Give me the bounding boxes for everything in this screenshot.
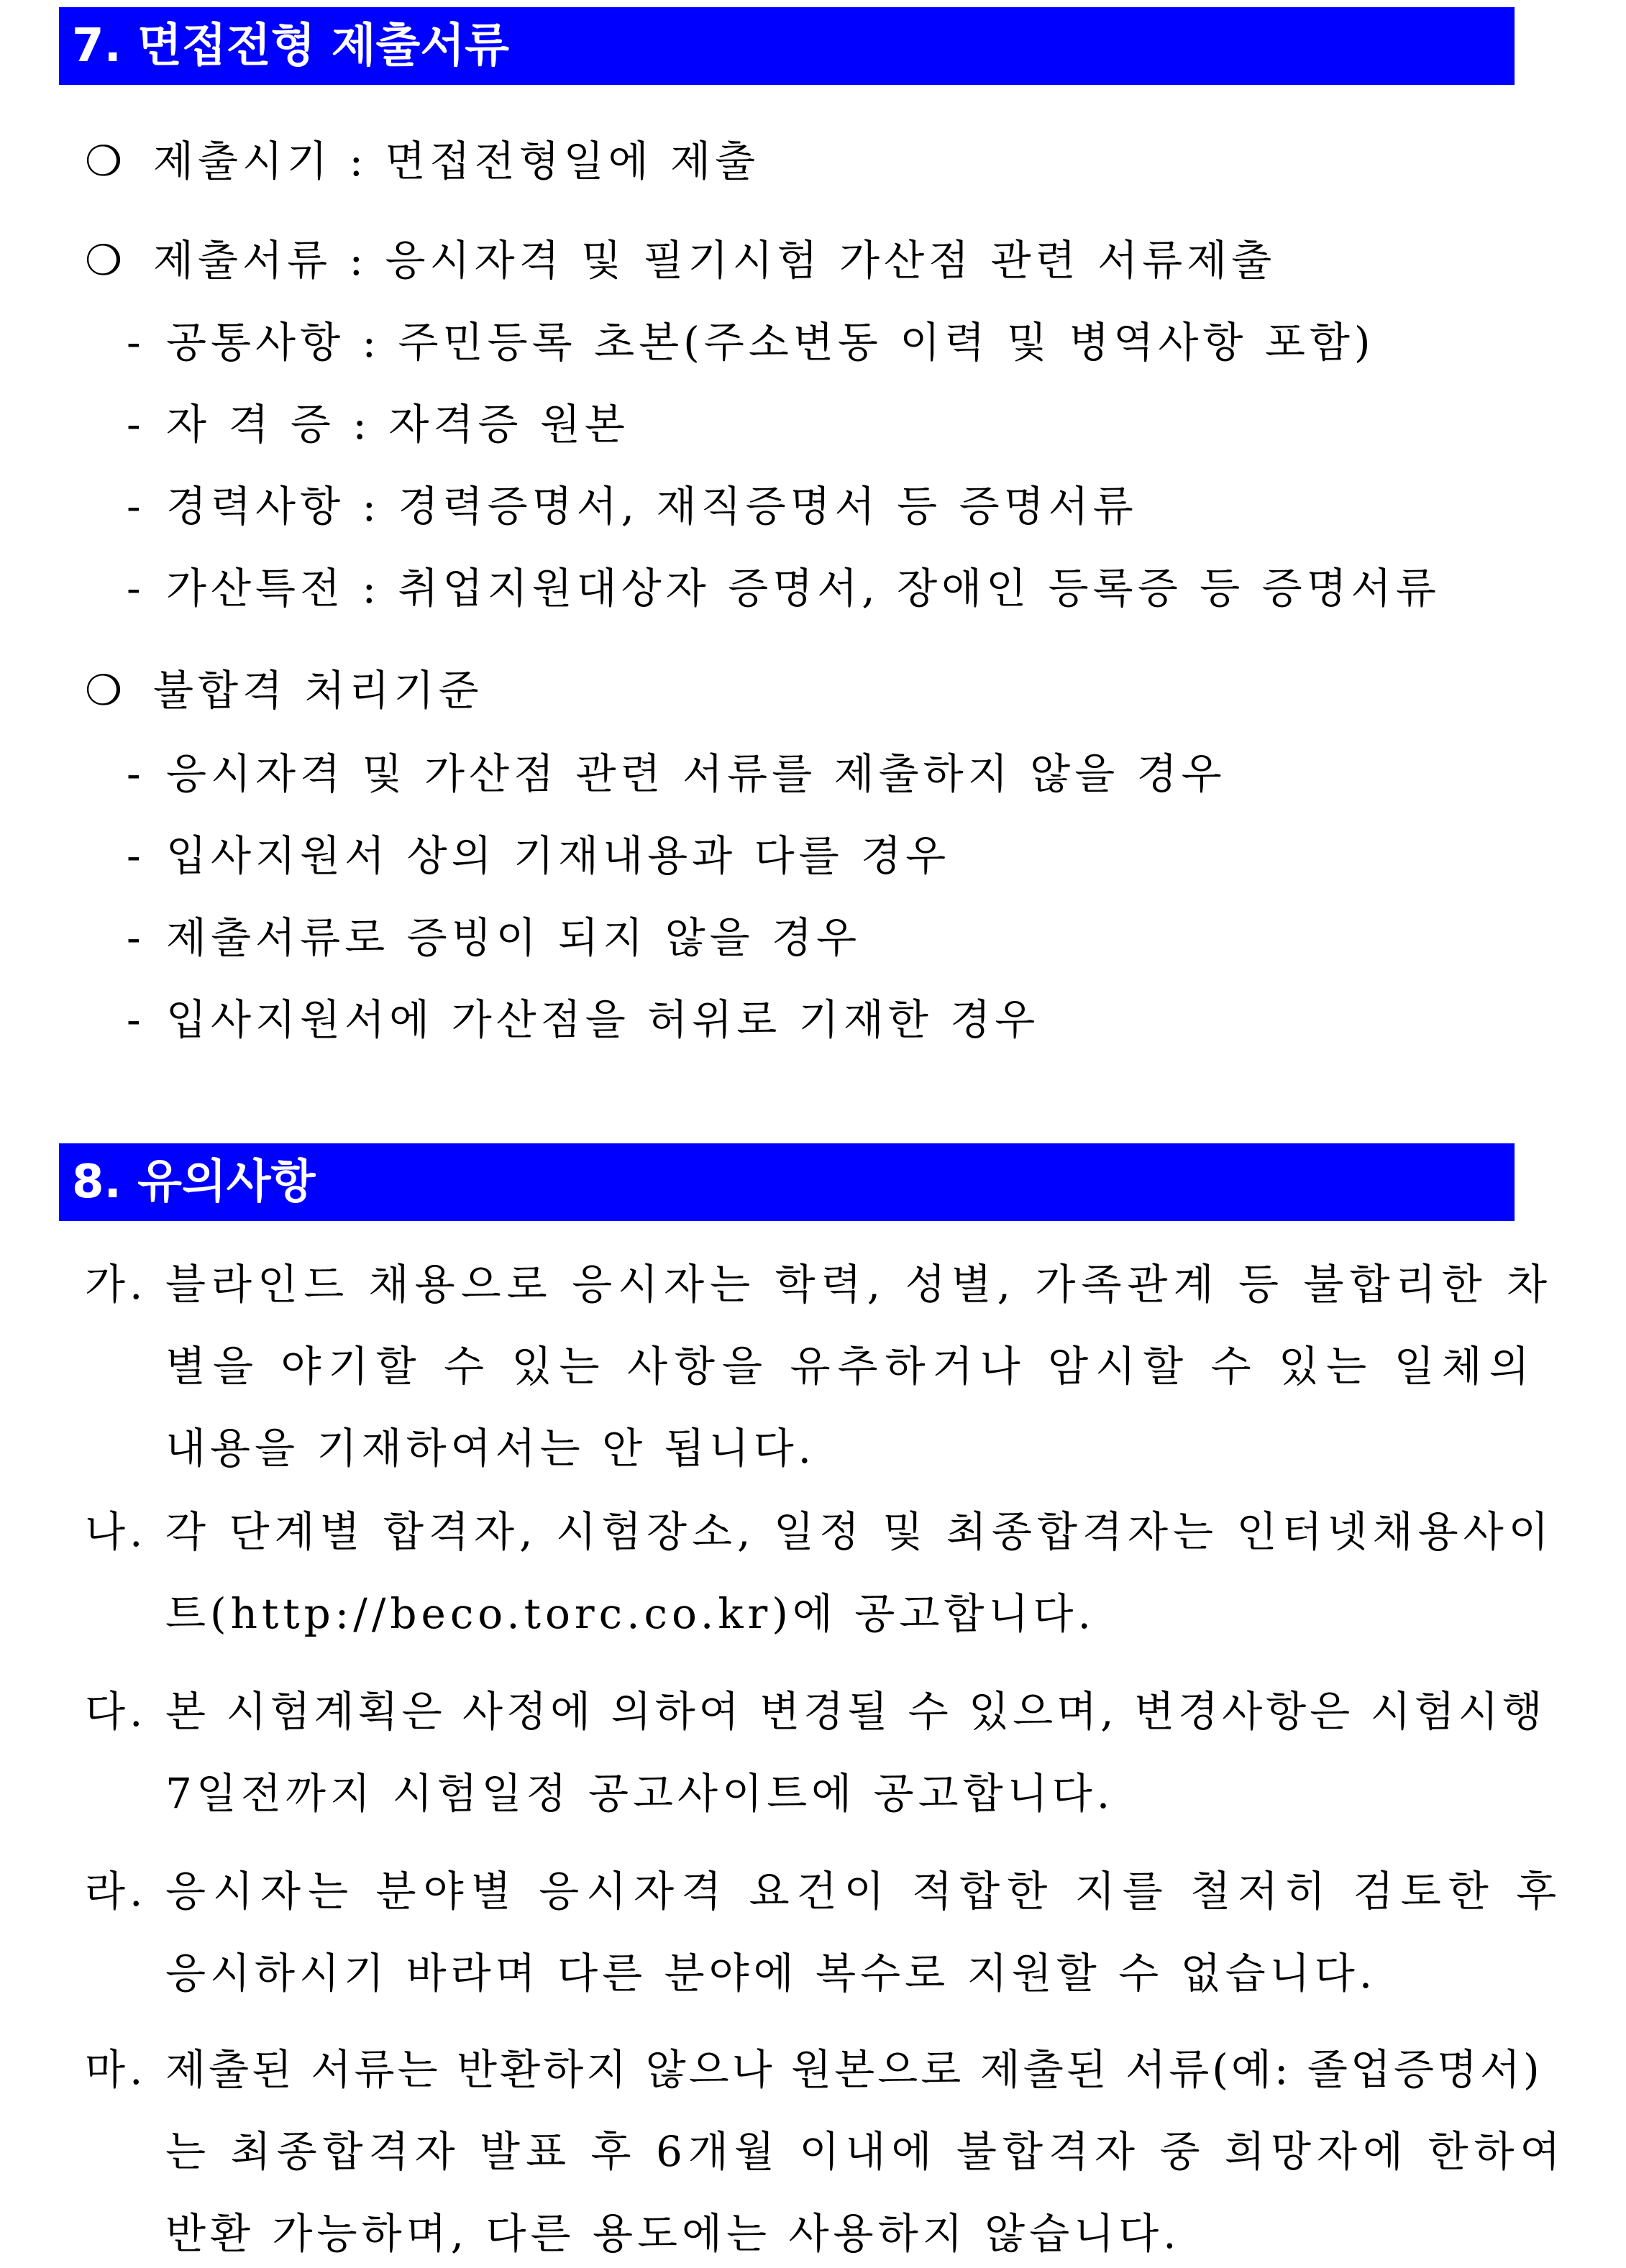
note-line: 응시하시기 바라며 다른 분야에 복수로 지원할 수 없습니다. xyxy=(165,1949,1377,1998)
note-line: 반환 가능하며, 다른 용도에는 사용하지 않습니다. xyxy=(165,2209,1181,2258)
fail-item: - 응시자격 및 가산점 관련 서류를 제출하지 않을 경우 xyxy=(127,749,1226,798)
note-item: 라. 응시자는 분야별 응시자격 요건이 적합한 지를 철저히 검토한 후 xyxy=(85,1867,1564,1916)
document-item: - 가산특전 : 취업지원대상자 증명서, 장애인 등록증 등 증명서류 xyxy=(127,564,1440,613)
note-line: 별을 야기할 수 있는 사항을 유추하거나 암시할 수 있는 일체의 xyxy=(165,1342,1537,1391)
note-item: 가. 블라인드 채용으로 응시자는 학력, 성별, 가족관계 등 불합리한 차 xyxy=(85,1260,1553,1309)
submission-timing: ❍ 제출시기 : 면접전형일에 제출 xyxy=(85,132,759,190)
note-line: 는 최종합격자 발표 후 6개월 이내에 불합격자 중 희망자에 한하여 xyxy=(165,2127,1566,2176)
fail-item: - 제출서류로 증빙이 되지 않을 경우 xyxy=(127,913,862,962)
note-item: 다. 본 시험계획은 사정에 의하여 변경될 수 있으며, 변경사항은 시험시행 xyxy=(85,1687,1546,1736)
document-item: - 경력사항 : 경력증명서, 재직증명서 등 증명서류 xyxy=(127,482,1138,531)
bullet-icon: ❍ xyxy=(85,137,127,186)
note-line: 트(http://beco.torc.co.kr)에 공고합니다. xyxy=(165,1589,1095,1638)
fail-item: - 입사지원서에 가산점을 허위로 기재한 경우 xyxy=(127,995,1040,1044)
document-item: - 공통사항 : 주민등록 초본(주소변동 이력 및 병역사항 포함) xyxy=(127,318,1375,367)
section-7-header: 7. 면접전형 제출서류 xyxy=(59,7,1515,85)
note-line: 7일전까지 시험일정 공고사이트에 공고합니다. xyxy=(165,1769,1115,1818)
bullet-icon: ❍ xyxy=(85,666,127,715)
fail-item: - 입사지원서 상의 기재내용과 다를 경우 xyxy=(127,831,951,880)
section-8-header: 8. 유의사항 xyxy=(59,1143,1515,1221)
note-line: 내용을 기재하여서는 안 됩니다. xyxy=(165,1424,816,1473)
note-item: 나. 각 단계별 합격자, 시험장소, 일정 및 최종합격자는 인터넷채용사이 xyxy=(85,1507,1554,1556)
bullet-icon: ❍ xyxy=(85,236,127,285)
submission-documents: ❍ 제출서류 : 응시자격 및 필기시험 가산점 관련 서류제출 xyxy=(85,232,1276,289)
note-item: 마. 제출된 서류는 반환하지 않으나 원본으로 제출된 서류(예: 졸업증명서) xyxy=(85,2045,1543,2094)
document-item: - 자 격 증 : 자격증 원본 xyxy=(127,400,629,449)
fail-criteria: ❍ 불합격 처리기준 xyxy=(85,662,483,719)
